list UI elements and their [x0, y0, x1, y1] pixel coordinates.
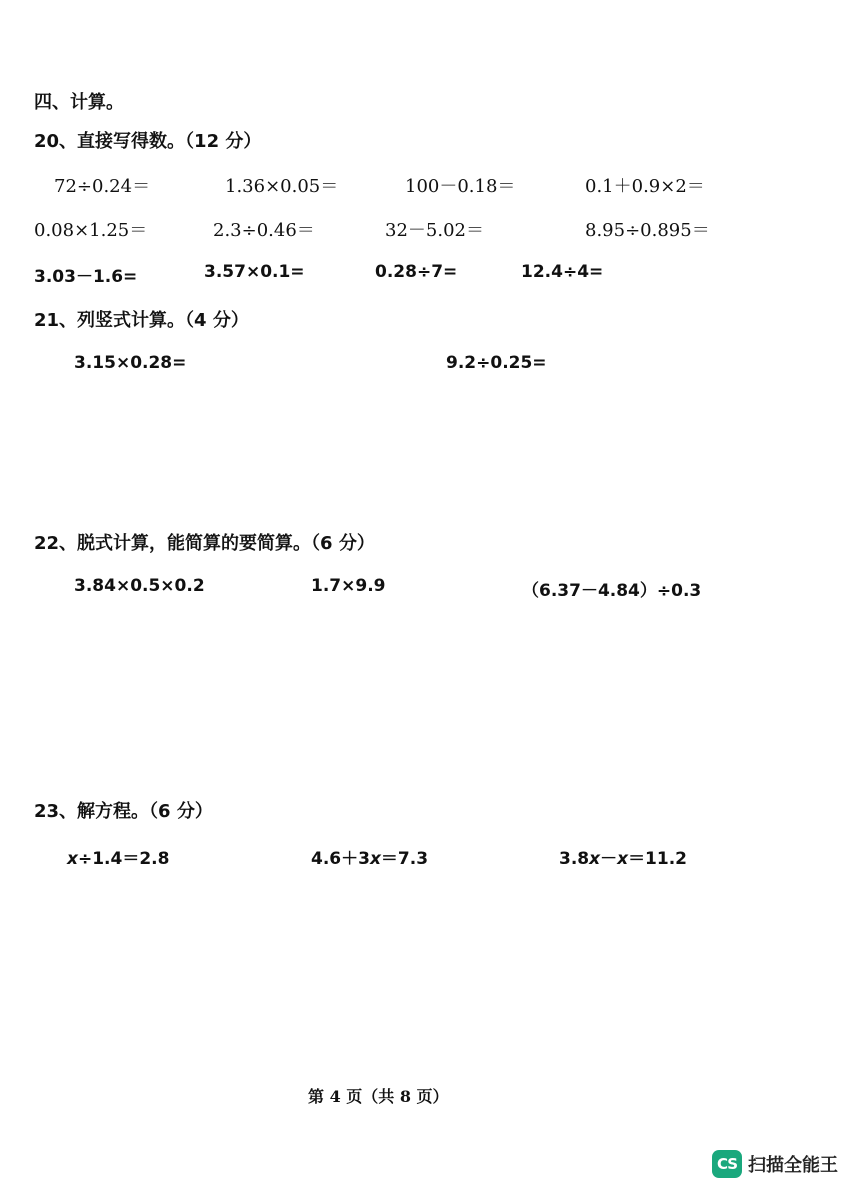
q23-equation-1 [67, 844, 169, 869]
equation-text: ＝11.2 [628, 849, 688, 869]
equation-text: 3.8 [559, 849, 590, 869]
q23-equation-2 [311, 844, 428, 869]
question-23-title: 23、解方程。（6 分） [34, 801, 213, 822]
page-number: 第 4 页（共 8 页） [308, 1087, 449, 1106]
q20-row2-expr-2: 2.3÷0.46＝ [213, 220, 315, 241]
equation-text: ÷1.4＝2.8 [77, 849, 170, 869]
equation-text: 4.6＋3 [311, 849, 370, 869]
q20-row2-expr-4: 8.95÷0.895＝ [585, 220, 710, 241]
equation-text: ＝7.3 [380, 849, 429, 869]
variable-x: x [589, 849, 601, 869]
q22-expr-2: 1.7×9.9 [311, 576, 386, 596]
q22-expr-1: 3.84×0.5×0.2 [74, 576, 205, 596]
brand-name: 扫描全能王 [748, 1155, 838, 1176]
q22-expr-3: （6.37－4.84）÷0.3 [522, 581, 702, 601]
q20-row3-expr-1: 3.03－1.6= [34, 267, 138, 287]
section-title: 四、计算。 [34, 92, 124, 113]
question-21-title: 21、列竖式计算。（4 分） [34, 310, 249, 331]
q20-row1-expr-1: 72÷0.24＝ [54, 176, 151, 197]
q20-row2-expr-1: 0.08×1.25＝ [34, 220, 148, 241]
q23-equation-3 [559, 844, 687, 869]
q20-row3-expr-4: 12.4÷4= [521, 262, 604, 282]
question-20-title: 20、直接写得数。（12 分） [34, 131, 262, 152]
variable-x: x [617, 849, 629, 869]
variable-x: x [67, 849, 78, 869]
question-22-title: 22、脱式计算，能简算的要简算。（6 分） [34, 533, 375, 554]
scanner-watermark [712, 1150, 838, 1178]
q20-row3-expr-2: 3.57×0.1= [204, 262, 305, 282]
q20-row2-expr-3: 32－5.02＝ [385, 220, 484, 241]
q21-expr-1: 3.15×0.28= [74, 353, 187, 373]
q20-row3-expr-3: 0.28÷7= [375, 262, 458, 282]
q20-row1-expr-3: 100－0.18＝ [405, 176, 516, 197]
q20-row1-expr-2: 1.36×0.05＝ [225, 176, 339, 197]
variable-x: x [369, 849, 381, 869]
equation-text: － [600, 849, 618, 869]
q20-row1-expr-4: 0.1＋0.9×2＝ [585, 176, 705, 197]
camscanner-logo-icon: CS [712, 1150, 742, 1178]
q21-expr-2: 9.2÷0.25= [446, 353, 547, 373]
